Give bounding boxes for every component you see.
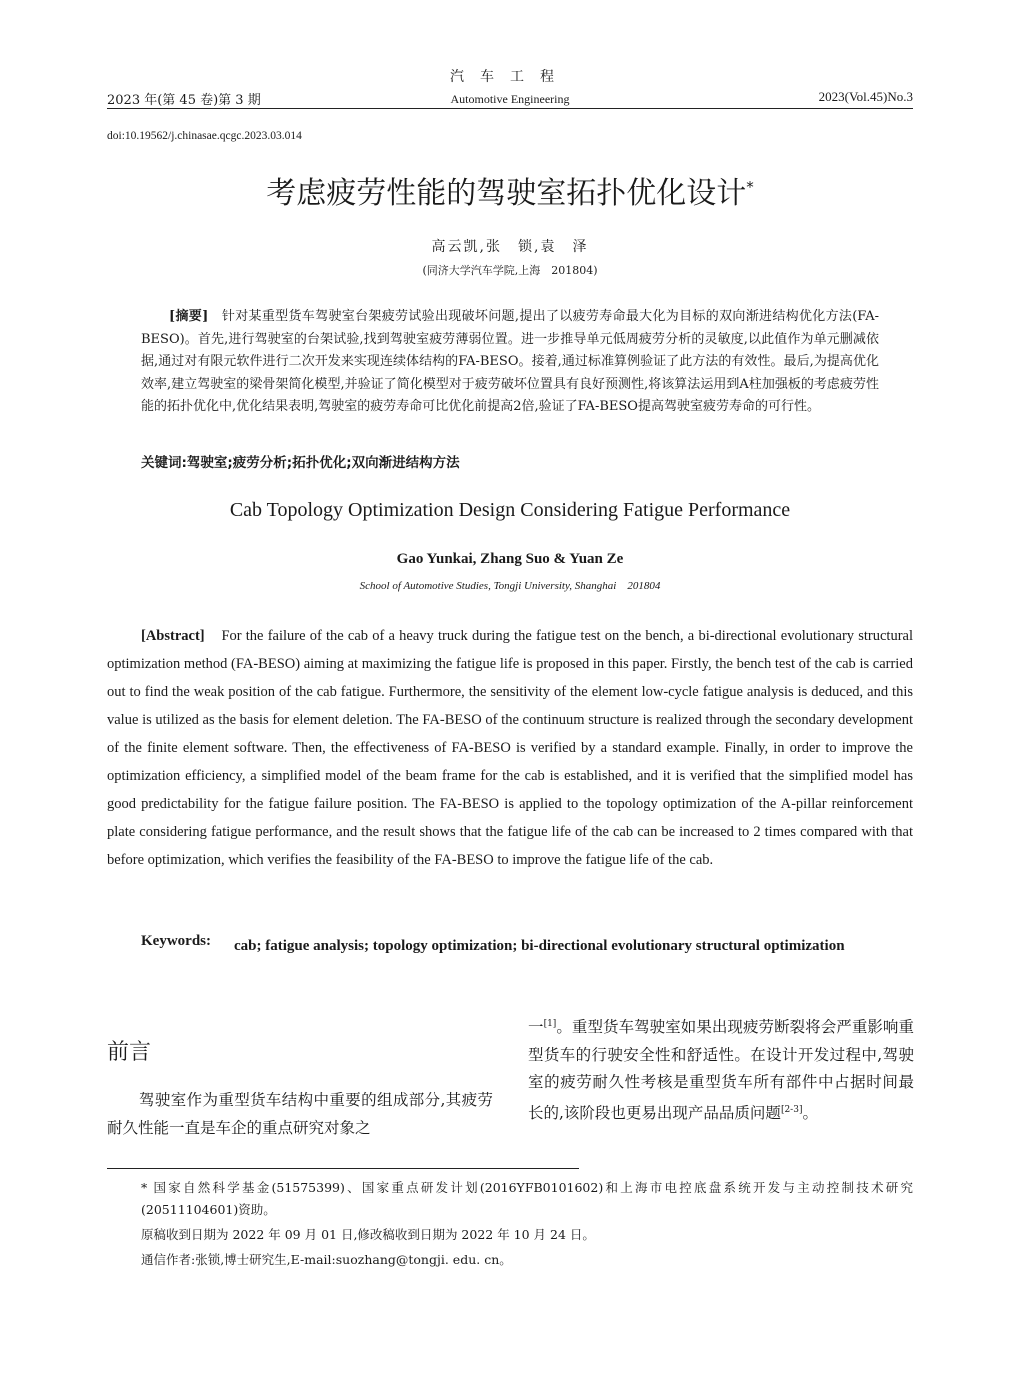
affiliation-cn: (同济大学汽车学院,上海 201804): [422, 264, 598, 277]
issue-info-cn: 2023 年(第 45 卷)第 3 期: [107, 93, 261, 108]
section-heading-preface: 前言: [107, 1040, 152, 1065]
abstract-cn-text: 针对某重型货车驾驶室台架疲劳试验出现破坏问题,提出了以疲劳寿命最大化为目标的双向渐进结构优化方法(FA-BESO)。首先,进行驾驶室的台架试验,找到驾驶室疲劳薄弱位置。进一步推导单元低周疲劳分析的灵敏度,以此值作为单元删减依据,通过对有限元软件进行二次开发来实现连续体结构的FA-BESO。接着,通过标准算例验证了此方法的有效性。最后,为提高优化效率,建立驾驶室的梁骨架简化模型,并验证了简化模型对于疲劳破坏位置具有良好预测性,将该算法运用到A柱加强板的考虑疲劳性能的拓扑优化中,优化结果表明,驾驶室的疲劳寿命可比优化前提高2倍,验证了FA-BESO提高驾驶室疲劳寿命的可行性。: [141, 309, 879, 415]
issue-info-en: 2023(Vol.45)No.3: [818, 89, 913, 104]
body-right-part1: 一: [528, 1018, 544, 1037]
citation-ref-1[interactable]: [1]: [543, 1019, 557, 1029]
keywords-en-label: Keywords:: [141, 933, 211, 949]
footnote-rule: [107, 1168, 579, 1169]
authors-cn: 高云凯,张 锁,袁 泽: [431, 239, 589, 255]
keywords-cn: 关键词:驾驶室;疲劳分析;拓扑优化;双向渐进结构方法: [141, 455, 460, 471]
abstract-en-label: [Abstract]: [141, 628, 205, 644]
abstract-en: [107, 622, 913, 874]
body-column-left: 驾驶室作为重型货车结构中重要的组成部分,其疲劳耐久性能一直是车企的重点研究对象之: [107, 1091, 493, 1137]
paper-title-cn: [0, 168, 1020, 212]
paper-title-en: Cab Topology Optimization Design Considering Fatigue Performance: [229, 499, 791, 521]
footnote-funding: * 国家自然科学基金(51575399)、国家重点研发计划(2016YFB0101602)和上海市电控底盘系统开发与主动控制技术研究(20511104601)资助。: [141, 1180, 913, 1217]
header-rule: [107, 108, 913, 109]
body-column-right: [528, 1011, 914, 1127]
abstract-en-text: For the failure of the cab of a heavy truck during the fatigue test on the bench, a bi-directional evolutionary structural optimization method (FA-BESO) aiming at maximizing the fatigue life is proposed in this paper. Firstly, the bench test of the cab is carried out to find the weak position of the cab fatigue. Furthermore, the sensitivity of the element low-cycle fatigue analysis is deduced, and this value is utilized as the basis for element deletion. The FA-BESO of the continuum structure is realized through the secondary development of the finite element software. Then, the effectiveness of FA-BESO is verified by a standard example. Finally, in order to improve the optimization efficiency, a simplified model of the beam frame for the cab is established, and it is verified that the simplified model has good predictability for the fatigue failure position. The FA-BESO is applied to the topology optimization of the A-pillar reinforcement plate considering fatigue performance, and the result shows that the fatigue life of the cab can be increased to 2 times compared with that before optimization, which verifies the feasibility of the FA-BESO to improve the fatigue life of the cab.: [107, 628, 913, 868]
body-right-part2: 。重型货车驾驶室如果出现疲劳断裂将会严重影响重型货车的行驶安全性和舒适性。在设计开发过程中,驾驶室的疲劳耐久性考核是重型货车所有部件中占据时间最长的,该阶段也更易出现产品品质问题: [528, 1018, 914, 1122]
abstract-cn: [141, 306, 879, 419]
body-right-part3: 。: [802, 1103, 818, 1122]
citation-ref-2-3[interactable]: [2-3]: [780, 1104, 803, 1115]
title-footnote-mark: *: [746, 178, 754, 196]
journal-name-en: Automotive Engineering: [450, 92, 570, 106]
keywords-en-text: cab; fatigue analysis; topology optimization; bi-directional evolutionary structural optimization: [234, 938, 845, 954]
doi[interactable]: doi:10.19562/j.chinasae.qcgc.2023.03.014: [107, 130, 302, 142]
footnote-received: 原稿收到日期为 2022 年 09 月 01 日,修改稿收到日期为 2022 年 10 月 24 日。: [141, 1227, 595, 1242]
authors-en: Gao Yunkai, Zhang Suo & Yuan Ze: [396, 551, 624, 567]
abstract-cn-label: [摘要]: [169, 309, 209, 324]
paper-title-cn-text: 考虑疲劳性能的驾驶室拓扑优化设计: [266, 176, 747, 211]
journal-name-cn: 汽车工程: [450, 69, 570, 85]
affiliation-en: School of Automotive Studies, Tongji University, Shanghai 201804: [359, 580, 661, 592]
footnote-correspondence: 通信作者:张锁,博士研究生,E-mail:suozhang@tongji. edu. cn。: [141, 1252, 512, 1267]
